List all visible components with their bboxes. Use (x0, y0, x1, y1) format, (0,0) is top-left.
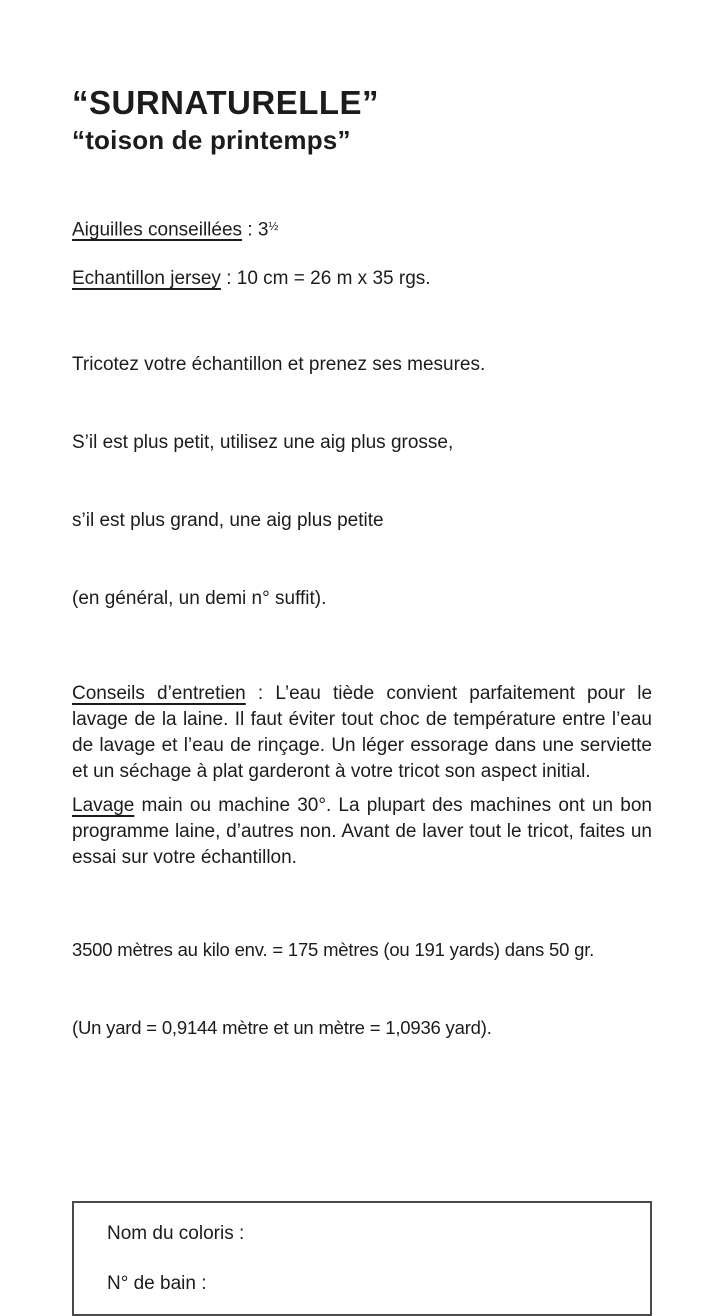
needles-label: Aiguilles conseillées (72, 219, 243, 241)
gauge-note-line: s’il est plus grand, une aig plus petite (72, 510, 384, 532)
document-page (0, 84, 724, 1294)
gauge-note-line: S’il est plus petit, utilisez une aig plus grosse, (72, 432, 454, 454)
color-info-box (72, 1201, 652, 1316)
gauge-note (72, 300, 652, 664)
page-title: “SURNATURELLE” (72, 84, 380, 121)
washing-paragraph (72, 793, 658, 871)
yardage-note (72, 885, 652, 1093)
care-colon: : (245, 683, 276, 705)
gauge-label: Echantillon jersey (72, 268, 221, 290)
color-name-label: Nom du coloris : (107, 1222, 245, 1244)
care-label: Conseils d’entretien (72, 683, 246, 705)
needles-line (72, 214, 652, 243)
care-text: L’eau tiède convient parfaitement pour le lavage de la laine. Il faut éviter tout choc de température entre l’eau de lavage et l’eau de rinçage. Un léger essorage dans une serviette et un séchage à plat garderont à votre tricot son aspect initial. (72, 683, 658, 783)
yardage-line: (Un yard = 0,9144 mètre et un mètre = 1,0936 yard). (72, 1017, 492, 1039)
yardage-line: 3500 mètres au kilo env. = 175 mètres (ou 191 yards) dans 50 gr. (72, 939, 595, 961)
gauge-colon: : (220, 268, 237, 290)
gauge-line (72, 266, 652, 292)
page-subtitle: “toison de printemps” (72, 125, 351, 155)
washing-label: Lavage (72, 795, 135, 817)
needles-fraction: ½ (268, 220, 279, 233)
needles-value: 3 (257, 219, 269, 241)
needles-colon: : (242, 219, 258, 241)
gauge-note-line: (en général, un demi n° suffit). (72, 588, 327, 610)
washing-text: main ou machine 30°. La plupart des machines ont un bon programme laine, d’autres non. Avant de laver tout le tricot, faites un essai sur votre échantillon. (72, 795, 658, 869)
care-paragraph (72, 681, 658, 785)
gauge-note-line: Tricotez votre échantillon et prenez ses mesures. (72, 354, 486, 376)
bath-number-label: N° de bain : (107, 1272, 207, 1294)
gauge-value: 10 cm = 26 m x 35 rgs. (236, 268, 431, 290)
